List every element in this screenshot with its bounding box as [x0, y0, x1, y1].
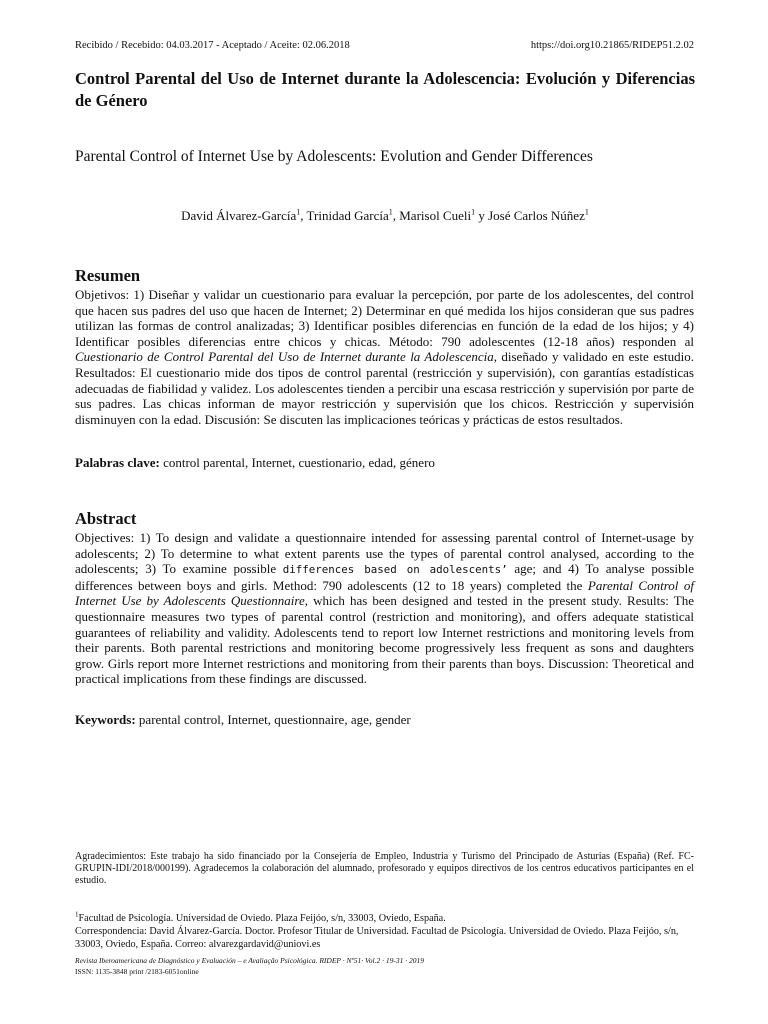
footnote-correspondence: Correspondencia: David Álvarez-García. Doctor. Profesor Titular de Universidad. Facultad de Psicología. Universidad de Oviedo. Plaza Feijóo, s/n, 33003, Oviedo, España. Correo: alvarezgardavid@uniovi.es — [75, 926, 679, 950]
received-accepted-dates: Recibido / Recebido: 04.03.2017 - Aceptado / Aceite: 02.06.2018 — [75, 40, 350, 51]
abstract-text-monospace: differences based on adolescents’ — [282, 563, 508, 577]
palabras-clave-list: control parental, Internet, cuestionario, edad, género — [159, 455, 435, 470]
footnote-affiliation — [75, 910, 694, 926]
keywords-list: parental control, Internet, questionnaire, age, gender — [135, 712, 411, 727]
affiliation-marker: 1 — [471, 207, 476, 217]
questionnaire-name-es: Cuestionario de Control Parental del Uso de Internet durante la Adolescencia — [75, 349, 494, 365]
resumen-text: , diseñado y validado en este estudio. Resultados: El cuestionario mide dos tipos de control parental (restricción y supervisión), con garantías estadísticas adecuadas de fiabilidad y validez. Los adolescentes tienden a percibir una escasa restricción y supervisión por parte de sus padres. Las chicas informan de mayor restricción y supervisión que los chicos. Restricción y supervisión disminuyen con la edad. Discusión: Se discuten las implicaciones teóricas y prácticas de estos resultados. — [75, 349, 694, 427]
page-header — [75, 40, 694, 51]
abstract-body — [75, 530, 694, 687]
footnote-marker: 1 — [75, 910, 79, 919]
doi-link[interactable]: https://doi.org10.21865/RIDEP51.2.02 — [530, 40, 694, 51]
author-name: José Carlos Núñez — [488, 208, 585, 223]
affiliation-marker: 1 — [584, 207, 589, 217]
abstract-heading: Abstract — [75, 509, 137, 528]
issn-line: ISSN: 1135-3848 print /2183-6051online — [75, 967, 199, 976]
journal-citation: Revista Iberoamericana de Diagnóstico y Evaluación – e Avaliação Psicológica. RIDEP · Nº51· Vol.2 · 19-31 · 2019 — [75, 956, 424, 965]
palabras-clave-label: Palabras clave: — [75, 455, 160, 470]
author-name: Trinidad García — [306, 208, 389, 223]
palabras-clave — [75, 455, 694, 471]
author-conjunction: y — [475, 208, 489, 223]
resumen-heading: Resumen — [75, 266, 141, 285]
abstract-text: , which has been designed and tested in the present study. Results: The questionnaire measures two types of parental control (restriction and monitoring), and offers adequate statistical guarantees of reliability and validity. Adolescents tend to report low Internet restrictions and monitoring levels from their parents. Both parental restrictions and monitoring become progressively less frequent as sons and daughters grow. Girls report more Internet restrictions and monitoring from their parents than boys. Discussion: Theoretical and practical implications from these findings are discussed. — [75, 593, 694, 687]
paper-title-spanish: Control Parental del Uso de Internet durante la Adolescencia: Evolución y Diferencias de Género — [75, 69, 695, 110]
author-list — [75, 208, 695, 224]
resumen-text: Objetivos: 1) Diseñar y validar un cuestionario para evaluar la percepción, por parte de los adolescentes, del control que hacen sus padres del uso que hacen de Internet; 2) Determinar en qué medida los hijos consideran que sus padres utilizan las formas de control analizadas; 3) Identificar posibles diferencias en función de la edad de los hijos; y 4) Identificar posibles diferencias entre chicos y chicas. Método: 790 adolescentes (12-18 años) responden al — [75, 287, 694, 349]
author-name: David Álvarez-García — [181, 208, 297, 223]
affiliation-text: Facultad de Psicología. Universidad de Oviedo. Plaza Feijóo, s/n, 33003, Oviedo, España. — [78, 913, 446, 924]
paper-title-english: Parental Control of Internet Use by Adolescents: Evolution and Gender Differences — [75, 148, 593, 165]
abstract-text: age; and 4) To analyse possible differences between boys and girls. Method: 790 adolescents (12 to 18 years) completed the — [75, 561, 694, 593]
affiliation-marker: 1 — [296, 207, 301, 217]
author-name: Marisol Cueli — [399, 208, 472, 223]
questionnaire-name-en: Parental Control of Internet Use by Adolescents Questionnaire — [75, 577, 694, 609]
author-separator: , — [392, 208, 400, 223]
resumen-body — [75, 287, 694, 427]
abstract-text: Objectives: 1) To design and validate a questionnaire intended for assessing parental control of Internet-usage by adolescents; 2) To determine to what extent parents use the types of parental control analysed, according to the adolescents; 3) To examine possible — [75, 530, 694, 577]
author-separator: , — [300, 208, 307, 223]
acknowledgements: Agradecimientos: Este trabajo ha sido financiado por la Consejería de Empleo, Industria y Turismo del Principado de Asturias (España) (Ref. FC-GRUPIN-IDI/2018/000199). Agradecemos la colaboración del alumnado, profesorado y equipos directivos de los centros educativos participantes en el estudio. — [75, 851, 694, 887]
keywords — [75, 712, 694, 728]
affiliation-marker: 1 — [388, 207, 393, 217]
keywords-label: Keywords: — [75, 712, 136, 727]
